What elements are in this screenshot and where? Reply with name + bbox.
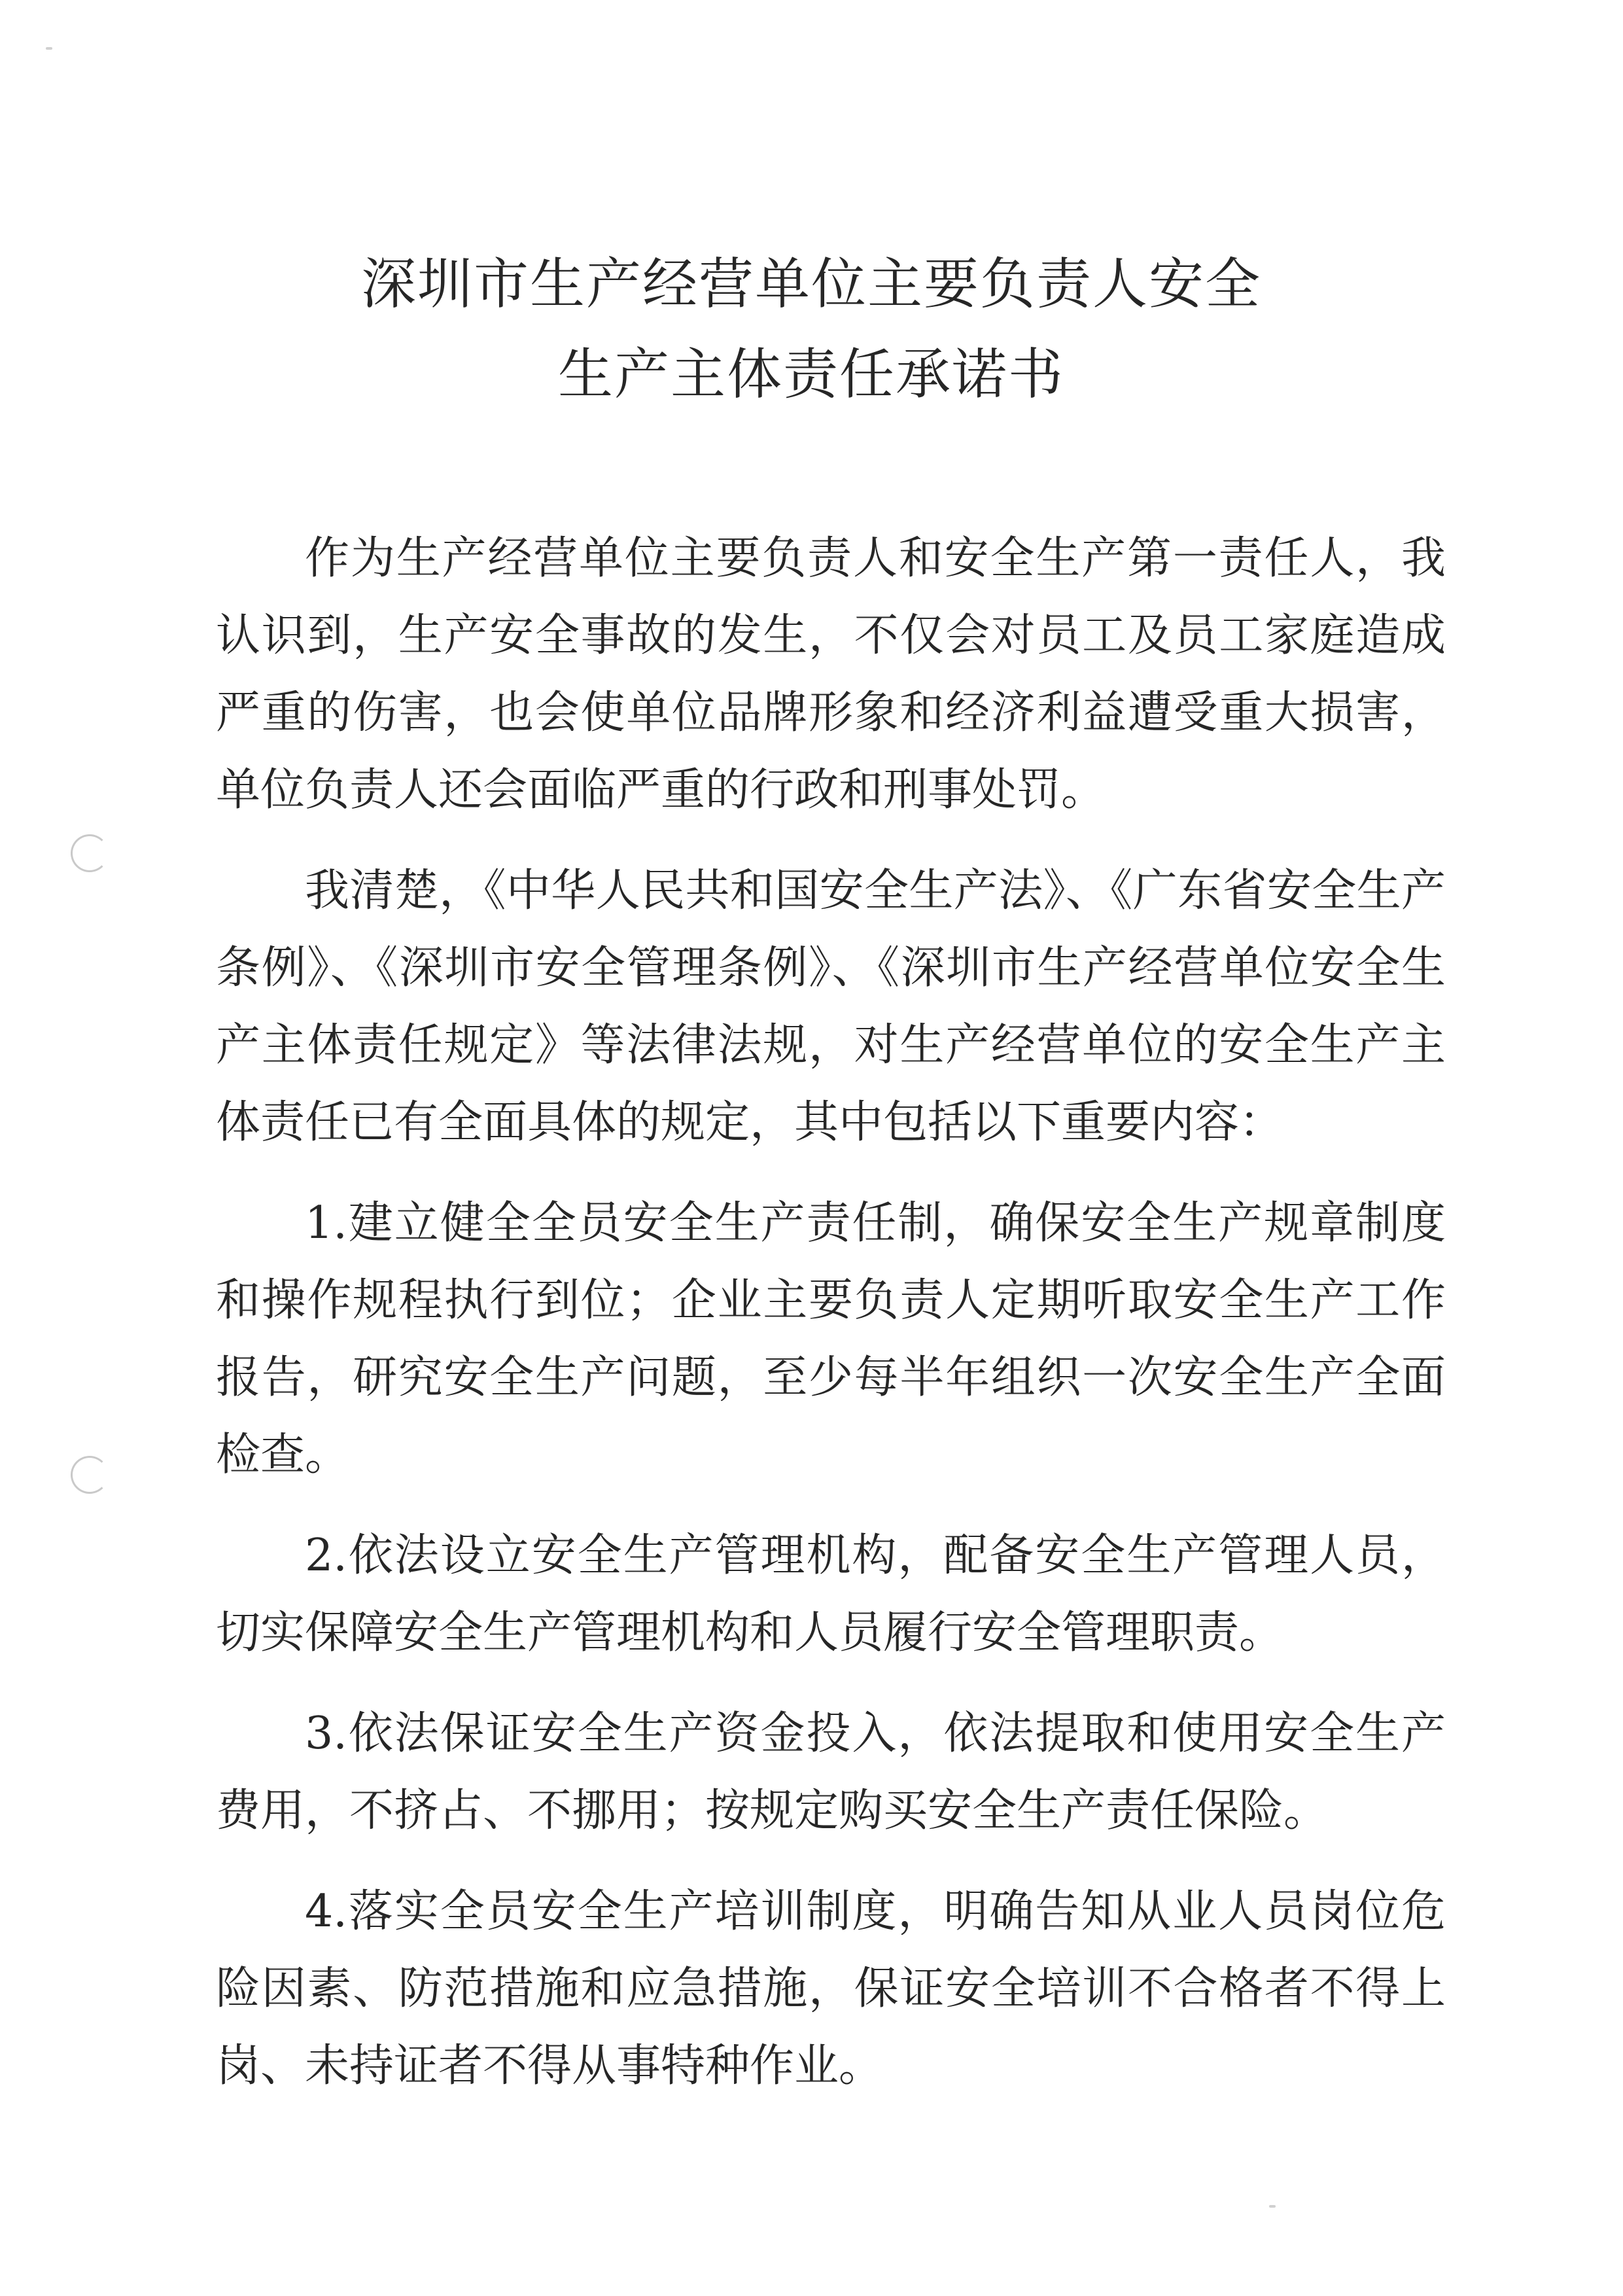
document-title — [196, 239, 1426, 419]
paragraph-item-2: 2.依法设立安全生产管理机构，配备安全生产管理人员，切实保障安全生产管理机构和人员履行安全管理职责。 — [216, 1530, 1446, 1659]
paragraph-item-3: 3.依法保证安全生产资金投入，依法提取和使用安全生产费用，不挤占、不挪用；按规定购买安全生产责任保险。 — [216, 1708, 1446, 1837]
scan-speck — [46, 47, 52, 50]
paragraph-item-4: 4.落实全员安全生产培训制度，明确告知从业人员岗位危险因素、防范措施和应急措施，保证安全培训不合格者不得上岗、未持证者不得从事特种作业。 — [216, 1886, 1446, 2092]
punch-hole-mark — [71, 834, 109, 872]
punch-hole-mark — [71, 1456, 109, 1494]
scan-speck — [1269, 2205, 1276, 2208]
title-line-2: 生产主体责任承诺书 — [557, 342, 1064, 406]
title-line-1: 深圳市生产经营单位主要负责人安全 — [360, 252, 1261, 316]
paragraph-intro: 作为生产经营单位主要负责人和安全生产第一责任人，我认识到，生产安全事故的发生，不仅会对员工及员工家庭造成严重的伤害，也会使单位品牌形象和经济利益遭受重大损害，单位负责人还会面临严重的行政和刑事处罚。 — [216, 533, 1446, 816]
paragraph-item-1: 1.建立健全全员安全生产责任制，确保安全生产规章制度和操作规程执行到位；企业主要负责人定期听取安全生产工作报告，研究安全生产问题，至少每半年组织一次安全生产全面检查。 — [216, 1197, 1446, 1481]
document-body — [216, 520, 1446, 2128]
paragraph-laws: 我清楚，《中华人民共和国安全生产法》、《广东省安全生产条例》、《深圳市安全管理条例》、《深圳市生产经营单位安全生产主体责任规定》等法律法规，对生产经营单位的安全生产主体责任已有全面具体的规定，其中包括以下重要内容： — [216, 865, 1446, 1148]
